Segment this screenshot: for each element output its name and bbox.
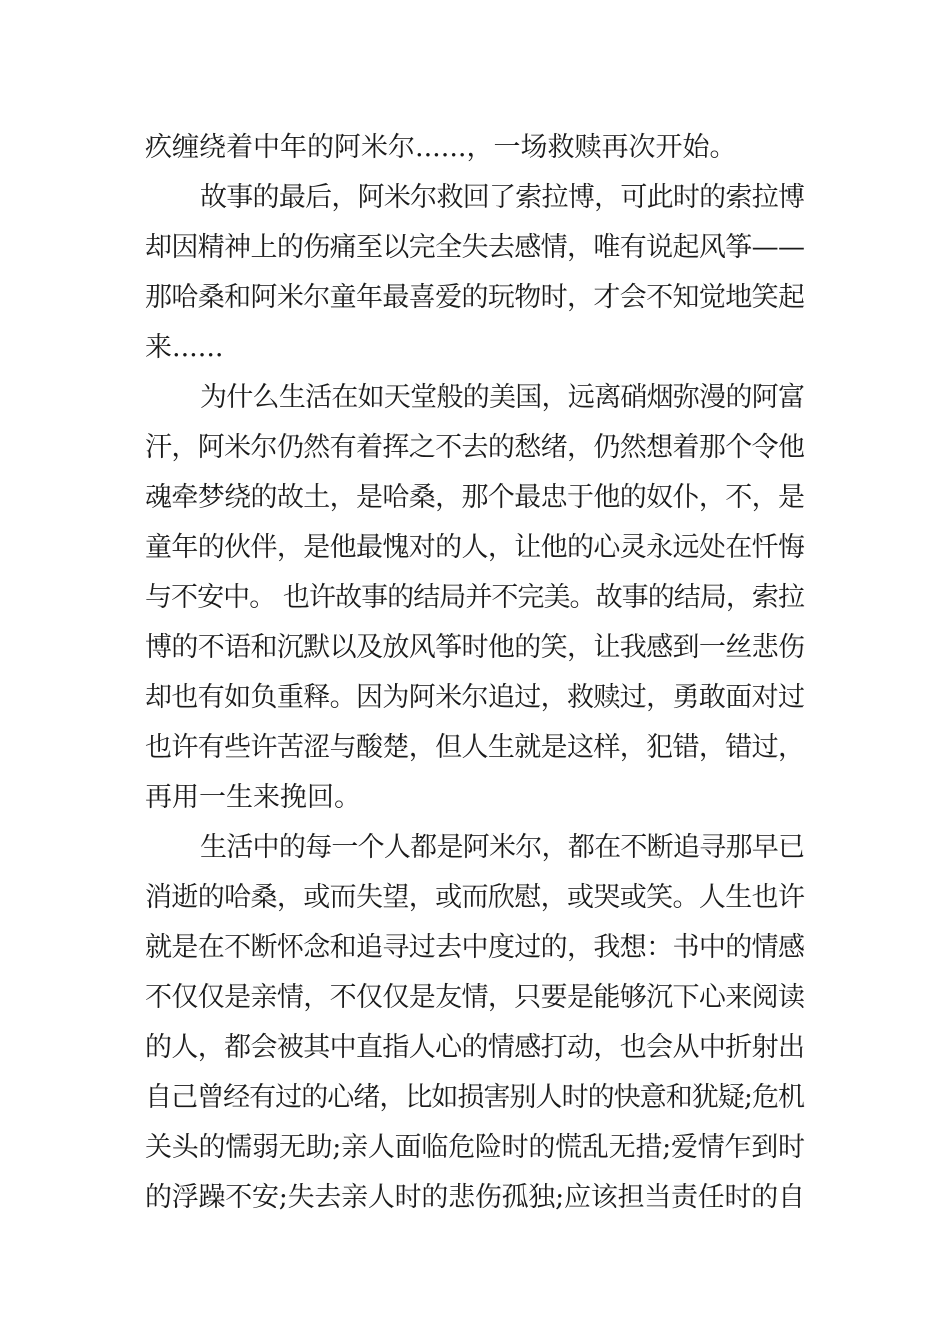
text-line: 的人，都会被其中直指人心的情感打动，也会从中折射出	[145, 1032, 805, 1063]
text-line: 的浮躁不安;失去亲人时的悲伤孤独;应该担当责任时的自	[145, 1182, 805, 1213]
text-line: 疚缠绕着中年的阿米尔......，一场救赎再次开始。	[145, 132, 737, 163]
text-line: 生活中的每一个人都是阿米尔，都在不断追寻那早已	[200, 832, 805, 863]
text-line: 童年的伙伴，是他最愧对的人，让他的心灵永远处在忏悔	[145, 532, 805, 563]
text-line: 自己曾经有过的心绪，比如损害别人时的快意和犹疑;危机	[145, 1082, 805, 1113]
text-line: 却也有如负重释。因为阿米尔追过，救赎过，勇敢面对过	[145, 682, 805, 713]
text-line: 消逝的哈桑，或而失望，或而欣慰，或哭或笑。人生也许	[145, 882, 805, 913]
text-line: 与不安中。 也许故事的结局并不完美。故事的结局，索拉	[145, 582, 805, 613]
text-line: 为什么生活在如天堂般的美国，远离硝烟弥漫的阿富	[200, 382, 805, 413]
text-line: 再用一生来挽回。	[145, 782, 361, 813]
text-line: 却因精神上的伤痛至以完全失去感情，唯有说起风筝——	[145, 232, 805, 263]
text-line: 故事的最后，阿米尔救回了索拉博，可此时的索拉博	[200, 182, 805, 213]
text-line: 不仅仅是亲情，不仅仅是友情，只要是能够沉下心来阅读	[145, 982, 805, 1013]
text-line: 来......	[145, 332, 224, 363]
text-line: 魂牵梦绕的故土，是哈桑，那个最忠于他的奴仆，不，是	[145, 482, 805, 513]
text-line: 那哈桑和阿米尔童年最喜爱的玩物时，才会不知觉地笑起	[145, 282, 805, 313]
text-line: 也许有些许苦涩与酸楚，但人生就是这样，犯错，错过，	[145, 732, 805, 763]
text-line: 就是在不断怀念和追寻过去中度过的，我想：书中的情感	[145, 932, 805, 963]
text-line: 关头的懦弱无助;亲人面临危险时的慌乱无措;爱情乍到时	[145, 1132, 805, 1163]
text-line: 博的不语和沉默以及放风筝时他的笑，让我感到一丝悲伤	[145, 632, 805, 663]
text-line: 汗，阿米尔仍然有着挥之不去的愁绪，仍然想着那个令他	[145, 432, 805, 463]
